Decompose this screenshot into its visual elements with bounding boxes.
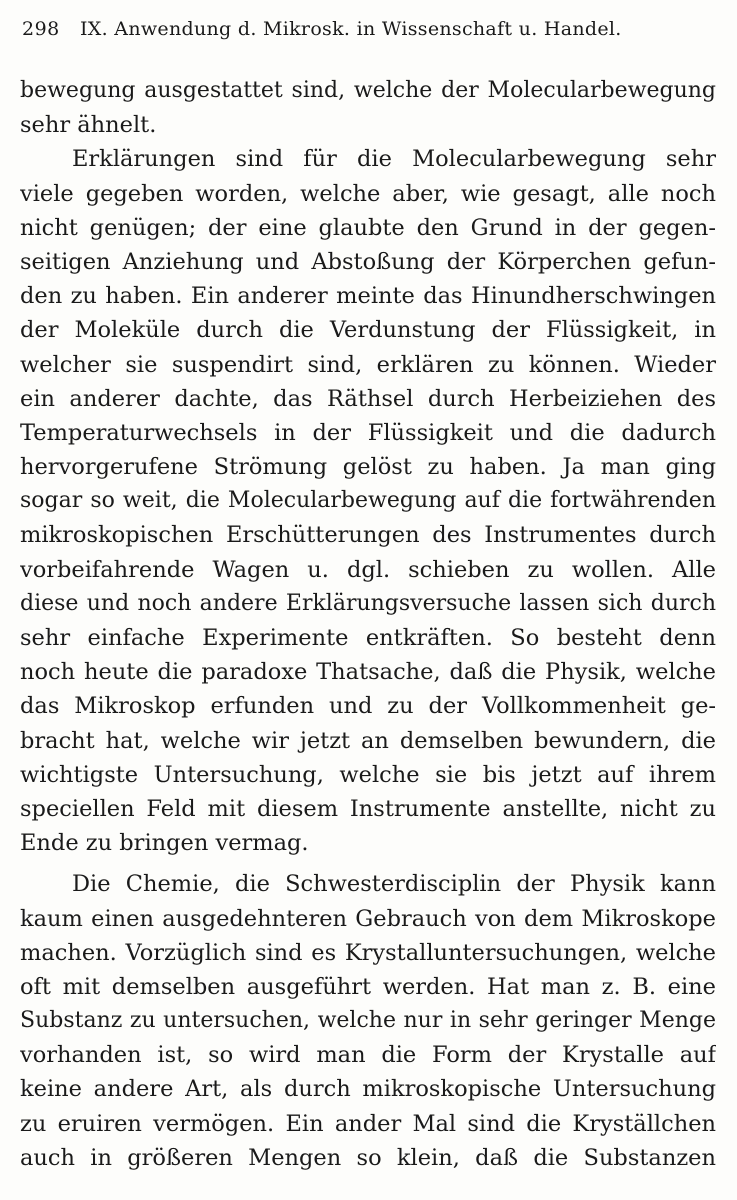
page-header [22, 18, 712, 48]
text-line: das Mikroskop erfunden und zu der Vollkommenheit ge- [20, 693, 716, 720]
text-line: viele gegeben worden, welche aber, wie gesagt, alle noch [20, 180, 716, 207]
text-line: diese und noch andere Erklärungsversuche lassen sich durch [20, 590, 716, 616]
page-number: 298 [22, 18, 60, 40]
text-line: der Moleküle durch die Verdunstung der Flüssigkeit, in [20, 317, 716, 344]
paragraph-explanations [20, 142, 716, 860]
text-line: Ende zu bringen vermag. [20, 830, 309, 857]
text-line: Temperaturwechsels in der Flüssigkeit und die dadurch [20, 419, 716, 446]
text-line: nicht genügen; der eine glaubte den Grund in der gegen- [20, 214, 716, 241]
text-line: Die Chemie, die Schwesterdisciplin der Physik kann [72, 871, 716, 898]
text-line: sogar so weit, die Molecularbewegung auf die fortwährenden [20, 488, 716, 514]
paragraph-chemistry [20, 867, 716, 1175]
text-line: speciellen Feld mit diesem Instrumente anstellte, nicht zu [20, 795, 716, 822]
text-line: vorbeifahrende Wagen u. dgl. schieben zu wollen. Alle [20, 556, 716, 583]
text-line: oft mit demselben ausgeführt werden. Hat man z. B. eine [20, 973, 716, 1000]
text-line: auch in größeren Mengen so klein, daß die Substanzen [20, 1144, 716, 1171]
text-line: hervorgerufene Strömung gelöst zu haben. Ja man ging [20, 454, 716, 481]
text-line: ein anderer dachte, das Räthsel durch Herbeiziehen des [20, 385, 716, 412]
text-line: vorhanden ist, so wird man die Form der Krystalle auf [20, 1042, 716, 1069]
text-line: kaum einen ausgedehnteren Gebrauch von dem Mikroskope [20, 905, 716, 932]
text-line: machen. Vorzüglich sind es Krystalluntersuchungen, welche [20, 939, 716, 966]
paragraph-gap [20, 860, 716, 867]
body-text [20, 74, 716, 1175]
text-line: Erklärungen sind für die Molecularbewegung sehr [72, 146, 716, 173]
text-line: sehr ähnelt. [20, 112, 157, 139]
text-line: sehr einfache Experimente entkräften. So besteht denn [20, 625, 716, 651]
text-line: Substanz zu untersuchen, welche nur in sehr geringer Menge [20, 1008, 716, 1034]
text-line: keine andere Art, als durch mikroskopische Untersuchung [20, 1076, 716, 1103]
text-line: bracht hat, welche wir jetzt an demselben bewundern, die [20, 727, 716, 754]
text-line: zu eruiren vermögen. Ein ander Mal sind die Kryställchen [20, 1110, 716, 1137]
text-line: noch heute die paradoxe Thatsache, daß die Physik, welche [20, 659, 716, 686]
text-line: mikroskopischen Erschütterungen des Instrumentes durch [20, 522, 716, 549]
text-line: den zu haben. Ein anderer meinte das Hinundherschwingen [20, 283, 716, 310]
text-line: seitigen Anziehung und Abstoßung der Körperchen gefun- [20, 248, 716, 275]
text-line: wichtigste Untersuchung, welche sie bis jetzt auf ihrem [20, 761, 716, 788]
text-line: bewegung ausgestattet sind, welche der Molecularbewegung [20, 78, 716, 103]
paragraph-continuation [20, 74, 716, 142]
text-line: welcher sie suspendirt sind, erklären zu können. Wieder [20, 351, 716, 378]
running-head: IX. Anwendung d. Mikrosk. in Wissenschaft u. Handel. [80, 18, 622, 40]
